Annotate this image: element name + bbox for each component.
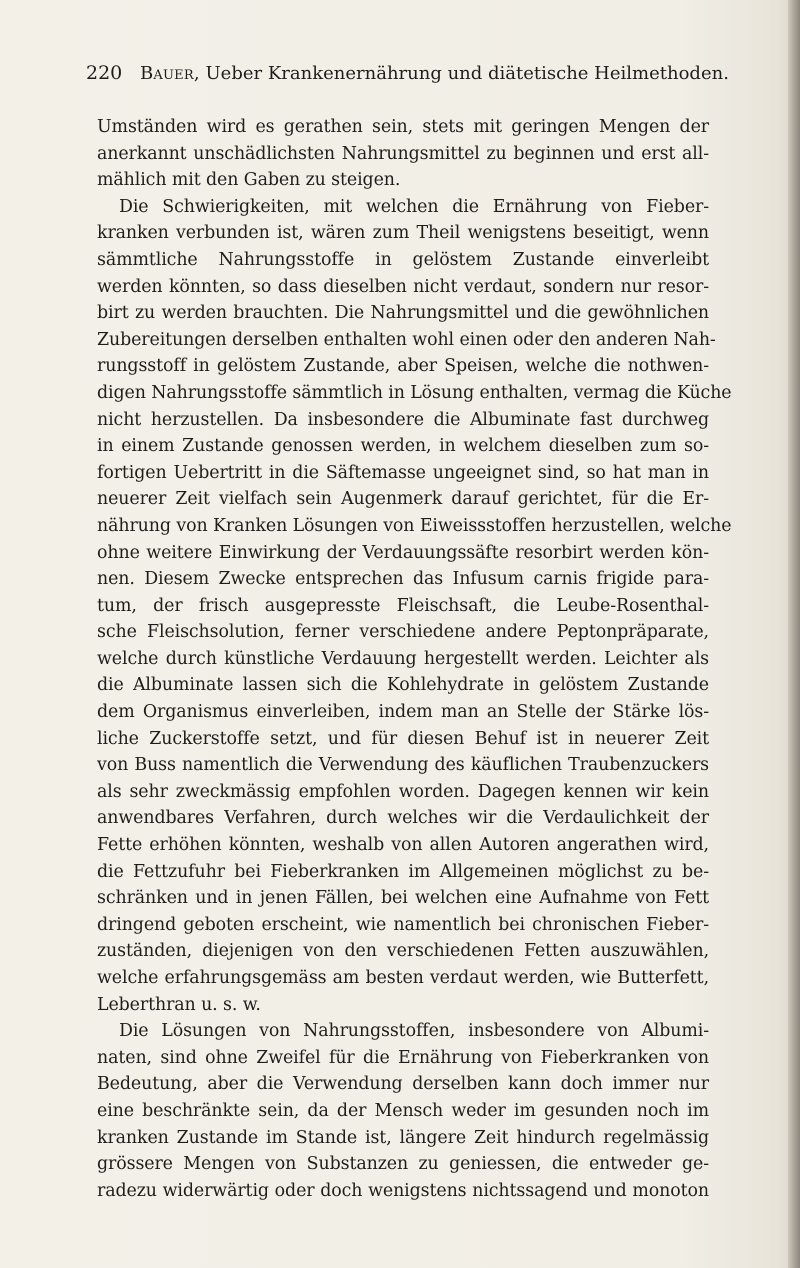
text-line: Die Lösungen von Nahrungsstoffen, insbesondere von Albumi- (119, 1021, 709, 1042)
text-line: Leberthran u. s. w. (97, 994, 261, 1015)
text-line: kranken verbunden ist, wären zum Theil wenigstens beseitigt, wenn (97, 223, 709, 244)
text-line: nährung von Kranken Lösungen von Eiweissstoffen herzustellen, welche (97, 515, 732, 536)
text-line: naten, sind ohne Zweifel für die Ernährung von Fieberkranken von (97, 1047, 709, 1068)
text-line: welche erfahrungsgemäss am besten verdaut werden, wie Butterfett, (97, 968, 709, 988)
text-line: tum, der frisch ausgepresste Fleischsaft, die Leube-Rosenthal- (97, 595, 709, 616)
text-line: welche durch künstliche Verdauung hergestellt werden. Leichter als (97, 648, 709, 669)
text-line: grössere Mengen von Substanzen zu geniessen, die entweder ge- (97, 1154, 709, 1175)
text-line: anwendbares Verfahren, durch welches wir die Verdaulichkeit der (97, 808, 709, 829)
text-line: dringend geboten erscheint, wie namentlich bei chronischen Fieber- (97, 914, 709, 935)
text-line: nicht herzustellen. Da insbesondere die Albuminate fast durchweg (97, 409, 709, 430)
text-line: werden könnten, so dass dieselben nicht verdaut, sondern nur resor- (97, 276, 709, 297)
text-line: die Fettzufuhr bei Fieberkranken im Allgemeinen möglichst zu be- (97, 861, 709, 882)
text-line: fortigen Uebertritt in die Säftemasse ungeeignet sind, so hat man in (97, 462, 709, 483)
book-edge-shadow (788, 0, 800, 1268)
body-text (97, 114, 732, 1204)
text-line: rungsstoff in gelöstem Zustande, aber Speisen, welche die nothwen- (97, 356, 709, 377)
text-line: nen. Diesem Zwecke entsprechen das Infusum carnis frigide para- (97, 569, 709, 590)
text-line: kranken Zustande im Stande ist, längere Zeit hindurch regelmässig (97, 1127, 709, 1148)
header-author: Bauer, (140, 63, 200, 84)
text-line: liche Zuckerstoffe setzt, und für diesen Behuf ist in neuerer Zeit (97, 728, 709, 749)
text-line: Fette erhöhen könnten, weshalb von allen Autoren angerathen wird, (97, 835, 709, 856)
text-line: zuständen, diejenigen von den verschiedenen Fetten auszuwählen, (97, 941, 709, 962)
running-header (86, 60, 729, 87)
text-line: neuerer Zeit vielfach sein Augenmerk darauf gerichtet, für die Er- (97, 489, 709, 510)
text-line: sche Fleischsolution, ferner verschiedene andere Peptonpräparate, (97, 622, 709, 643)
text-line: digen Nahrungsstoffe sämmtlich in Lösung enthalten, vermag die Küche (97, 382, 732, 403)
text-line: Bedeutung, aber die Verwendung derselben kann doch immer nur (97, 1074, 709, 1095)
text-line: dem Organismus einverleiben, indem man an Stelle der Stärke lös- (97, 702, 709, 723)
text-line: eine beschränkte sein, da der Mensch weder im gesunden noch im (97, 1100, 709, 1121)
text-line: die Albuminate lassen sich die Kohlehydrate in gelöstem Zustande (97, 675, 709, 696)
text-line: birt zu werden brauchten. Die Nahrungsmittel und die gewöhnlichen (97, 303, 709, 324)
text-line: als sehr zweckmässig empfohlen worden. Dagegen kennen wir kein (97, 781, 709, 802)
header-title: Ueber Krankenernährung und diätetische Heilmethoden. (205, 63, 729, 84)
text-line: radezu widerwärtig oder doch wenigstens nichtssagend und monoton (97, 1180, 709, 1201)
text-line: von Buss namentlich die Verwendung des käuflichen Traubenzuckers (97, 755, 709, 776)
text-line: ohne weitere Einwirkung der Verdauungssäfte resorbirt werden kön- (97, 542, 709, 563)
text-line: sämmtliche Nahrungsstoffe in gelöstem Zustande einverleibt (97, 249, 709, 270)
text-line: anerkannt unschädlichsten Nahrungsmittel zu beginnen und erst all- (97, 143, 709, 164)
text-line: Umständen wird es gerathen sein, stets mit geringen Mengen der (97, 117, 709, 137)
page-number: 220 (86, 62, 123, 84)
text-line: Die Schwierigkeiten, mit welchen die Ernährung von Fieber- (119, 196, 709, 217)
text-line: mählich mit den Gaben zu steigen. (97, 170, 401, 191)
text-line: in einem Zustande genossen werden, in welchem dieselben zum so- (97, 436, 709, 457)
text-line: schränken und in jenen Fällen, bei welchen eine Aufnahme von Fett (97, 888, 709, 909)
text-line: Zubereitungen derselben enthalten wohl einen oder den anderen Nah- (97, 329, 716, 350)
